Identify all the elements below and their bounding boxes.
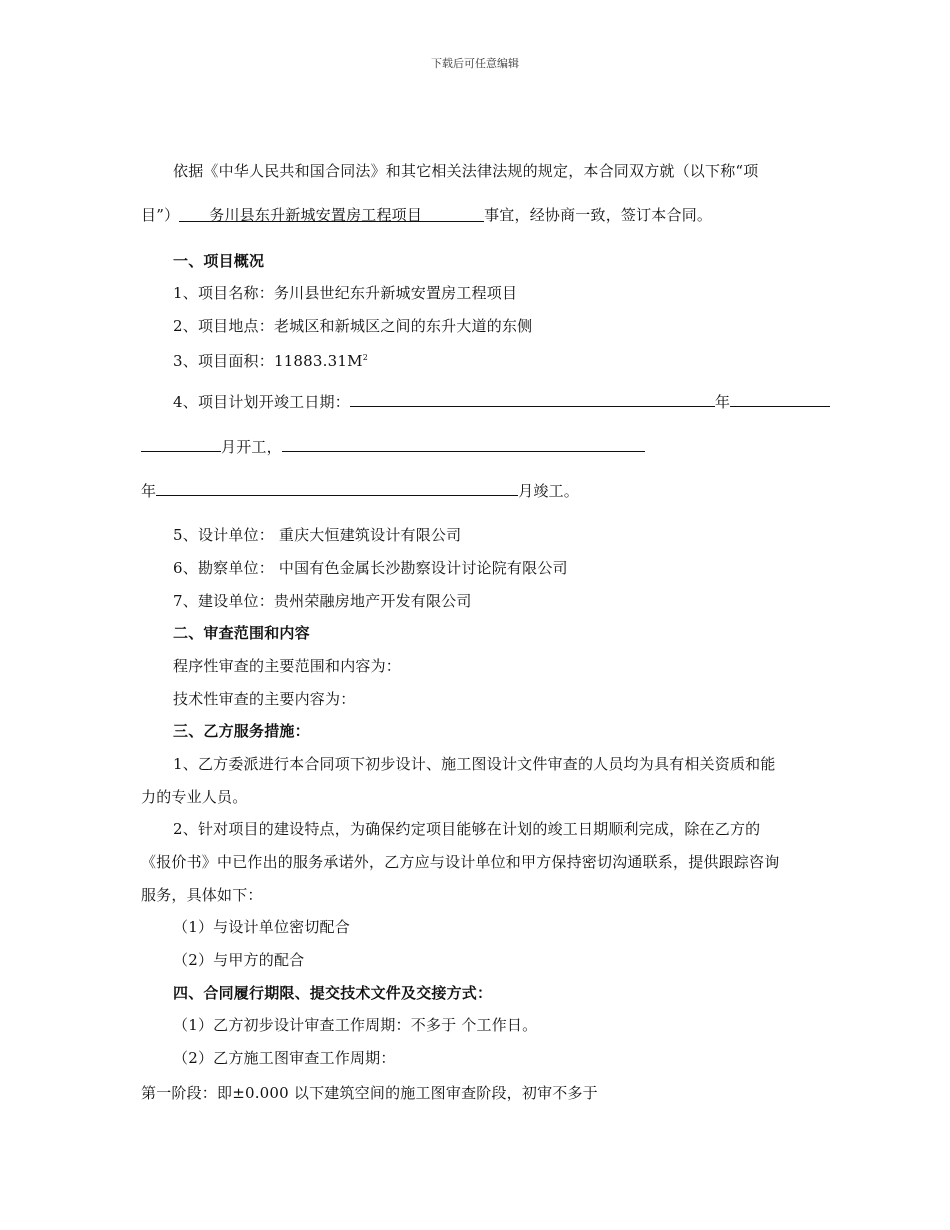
schedule-blank-2[interactable] xyxy=(730,392,830,407)
schedule-blank-5[interactable] xyxy=(156,481,518,496)
project-area-line xyxy=(173,348,873,371)
section-4-item-1: （1）乙方初步设计审查工作周期：不多于 个工作日。 xyxy=(173,1016,538,1034)
intro-prefix: 目”） xyxy=(141,206,180,224)
schedule-line xyxy=(173,392,873,412)
intro-line-1: 依据《中华人民共和国合同法》和其它相关法律法规的规定，本合同双方就（以下称“项 xyxy=(173,162,759,180)
intro-line-2 xyxy=(141,205,841,225)
schedule-start: 月开工， xyxy=(221,438,282,456)
section-3-item-1: （1）与设计单位密切配合 xyxy=(173,918,350,936)
technical-review-line: 技术性审查的主要内容为： xyxy=(173,690,356,708)
section-2-title: 二、审查范围和内容 xyxy=(173,624,310,642)
builder-unit-line: 7、建设单位：贵州荣融房地产开发有限公司 xyxy=(173,592,472,610)
section-3-p2-line-1: 2、针对项目的建设特点，为确保约定项目能够在计划的竣工日期顺利完成，除在乙方的 xyxy=(173,820,761,838)
project-area: 3、项目面积：11883.31M xyxy=(173,352,363,370)
section-3-p2-line-2: 《报价书》中已作出的服务承诺外，乙方应与设计单位和甲方保持密切沟通联系，提供跟踪咨询 xyxy=(141,853,780,871)
project-name-blank xyxy=(179,205,484,222)
procedural-review-line: 程序性审查的主要范围和内容为： xyxy=(173,657,402,675)
schedule-year-2: 年 xyxy=(141,482,157,500)
project-name: 务川县东升新城安置房工程项目 xyxy=(209,206,423,224)
schedule-label: 4、项目计划开竣工日期： xyxy=(173,393,350,411)
section-3-item-2: （2）与甲方的配合 xyxy=(173,951,305,969)
schedule-blank-1[interactable] xyxy=(350,392,715,407)
schedule-end-line xyxy=(141,481,841,501)
area-superscript: 2 xyxy=(362,353,368,362)
schedule-blank-4[interactable] xyxy=(282,437,645,452)
project-name-line: 1、项目名称：务川县世纪东升新城安置房工程项目 xyxy=(173,284,518,302)
section-3-p1-line-1: 1、乙方委派进行本合同项下初步设计、施工图设计文件审查的人员均为具有相关资质和能 xyxy=(173,755,776,773)
section-3-p1-line-2: 力的专业人员。 xyxy=(141,788,248,806)
project-location-line: 2、项目地点：老城区和新城区之间的东升大道的东侧 xyxy=(173,317,533,335)
survey-unit-line: 6、勘察单位： 中国有色金属长沙勘察设计讨论院有限公司 xyxy=(173,559,568,577)
schedule-year: 年 xyxy=(714,393,731,411)
section-4-title: 四、合同履行期限、提交技术文件及交接方式： xyxy=(173,984,493,1002)
section-4-stage-1: 第一阶段：即±0.000 以下建筑空间的施工图审查阶段，初审不多于 xyxy=(141,1084,598,1102)
section-3-p2-line-3: 服务，具体如下： xyxy=(141,886,263,904)
design-unit-line: 5、设计单位： 重庆大恒建筑设计有限公司 xyxy=(173,526,462,544)
section-3-title: 三、乙方服务措施： xyxy=(173,722,310,740)
schedule-start-line xyxy=(141,437,841,457)
schedule-blank-3[interactable] xyxy=(141,437,221,452)
page-header: 下载后可任意编辑 xyxy=(431,57,519,70)
schedule-end: 月竣工。 xyxy=(518,482,580,500)
intro-suffix: 事宜，经协商一致，签订本合同。 xyxy=(484,206,713,224)
section-1-title: 一、项目概况 xyxy=(173,252,265,270)
section-4-item-2: （2）乙方施工图审查工作周期： xyxy=(173,1049,396,1067)
